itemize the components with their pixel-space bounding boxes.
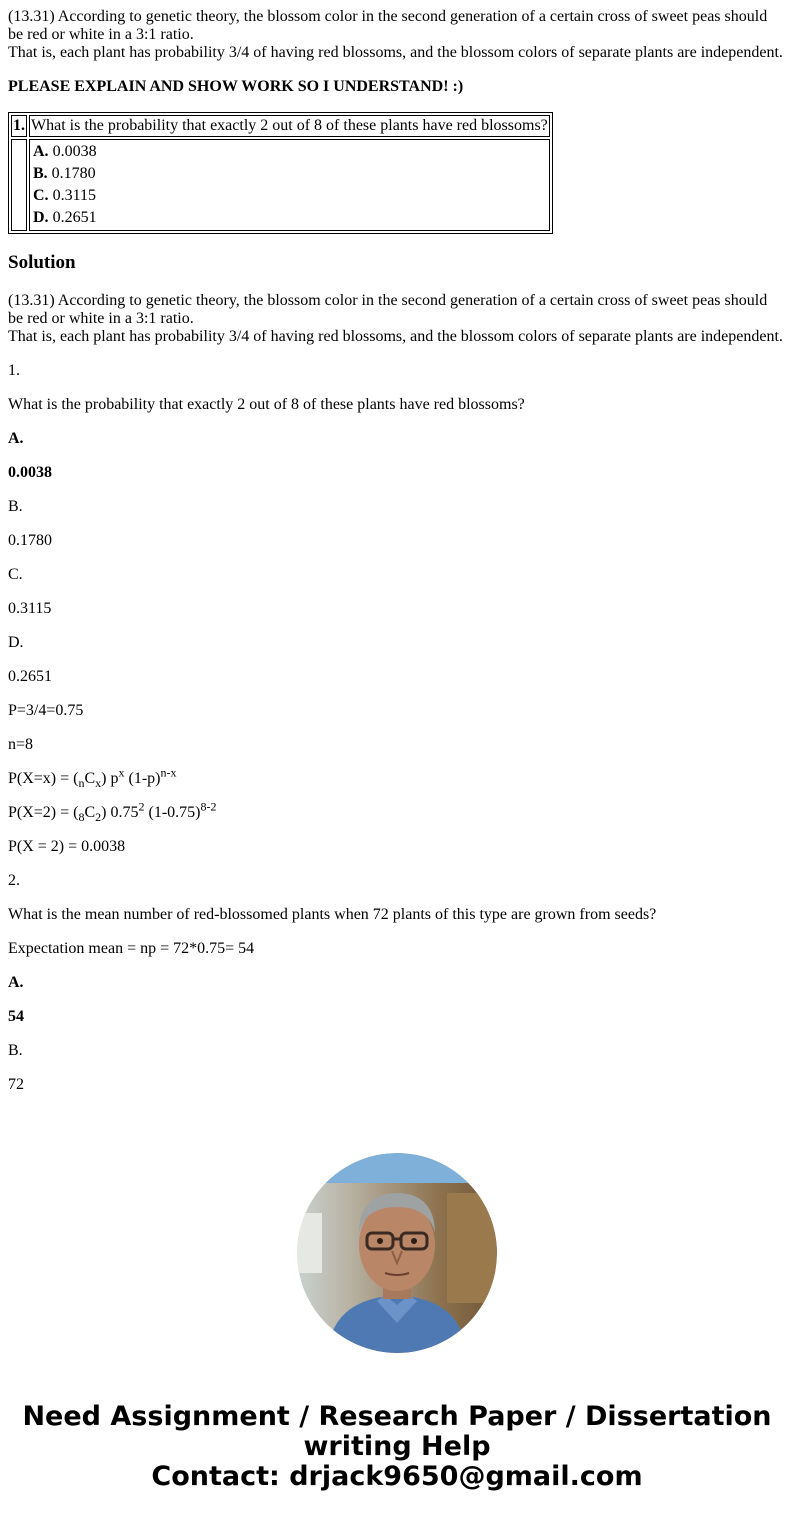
author-avatar xyxy=(297,1153,497,1353)
solution-q2-option-b-letter: B. xyxy=(8,1042,23,1059)
solution-q2-option-a-value: 54 xyxy=(8,1008,24,1025)
solution-q1-option-b-value: 0.1780 xyxy=(8,532,52,549)
question-number-spacer xyxy=(11,139,27,231)
footer-contact: Contact: drjack9650@gmail.com xyxy=(151,1461,643,1492)
help-request: PLEASE EXPLAIN AND SHOW WORK SO I UNDERSTAND! :) xyxy=(8,78,464,95)
solution-q1-option-a-letter: A. xyxy=(8,430,24,447)
n-line: n=8 xyxy=(8,736,34,753)
question-number: 1. xyxy=(11,115,27,137)
binomial-formula: $P(X=x) = (_nC_x)$ $p^x$ $(1-p)^{n-x}$ xyxy=(8,765,177,791)
footer-line2: writing Help xyxy=(303,1431,491,1462)
solution-q1-text: What is the probability that exactly 2 out of 8 of these plants have red blossoms? xyxy=(8,396,525,413)
solution-q2-number: 2. xyxy=(8,872,20,889)
option-d: D. 0.2651 xyxy=(33,209,97,226)
solution-heading: Solution xyxy=(8,252,76,273)
question-intro-line1: (13.31) According to genetic theory, the blossom color in the second generation of a certain cross of sweet peas should be red or white in a 3:1 ratio. xyxy=(8,8,768,43)
solution-intro xyxy=(8,292,786,346)
binomial-substitution: $P(X=2) = (_8C_2)$ 0.75$^2$ $(1-0.75)^{8-2}$ xyxy=(8,799,217,825)
solution-q1-option-d-letter: D. xyxy=(8,634,24,651)
probability-line: P=3/4=0.75 xyxy=(8,702,84,719)
solution-intro-line1: (13.31) According to genetic theory, the blossom color in the second generation of a certain cross of sweet peas should be red or white in a 3:1 ratio. xyxy=(8,292,768,327)
question-prompt: What is the probability that exactly 2 out of 8 of these plants have red blossoms? xyxy=(29,115,550,137)
question-table xyxy=(8,112,553,234)
question-intro-line2: That is, each plant has probability 3/4 of having red blossoms, and the blossom colors of separate plants are independent. xyxy=(8,44,783,61)
solution-q1-option-d-value: 0.2651 xyxy=(8,668,52,685)
option-a: A. 0.0038 xyxy=(33,143,97,160)
solution-q2-option-a-letter: A. xyxy=(8,974,24,991)
solution-q2-option-b-value: 72 xyxy=(8,1076,24,1093)
solution-q1-option-a-value: 0.0038 xyxy=(8,464,52,481)
solution-q1-option-b-letter: B. xyxy=(8,498,23,515)
question-options xyxy=(29,139,550,231)
solution-q2-text: What is the mean number of red-blossomed plants when 72 plants of this type are grown from seeds? xyxy=(8,906,657,923)
footer-banner xyxy=(0,1402,794,1492)
expectation-line: Expectation mean = np = 72*0.75= 54 xyxy=(8,940,255,957)
question-intro xyxy=(8,8,786,62)
solution-q1-number: 1. xyxy=(8,362,20,379)
author-photo xyxy=(297,1153,497,1353)
solution-intro-line2: That is, each plant has probability 3/4 of having red blossoms, and the blossom colors of separate plants are independent. xyxy=(8,328,783,345)
probability-result: P(X = 2) = 0.0038 xyxy=(8,838,126,855)
solution-q1-option-c-value: 0.3115 xyxy=(8,600,52,617)
option-c: C. 0.3115 xyxy=(33,187,96,204)
option-b: B. 0.1780 xyxy=(33,165,96,182)
footer-line1: Need Assignment / Research Paper / Dissertation xyxy=(22,1401,772,1432)
solution-q1-option-c-letter: C. xyxy=(8,566,23,583)
